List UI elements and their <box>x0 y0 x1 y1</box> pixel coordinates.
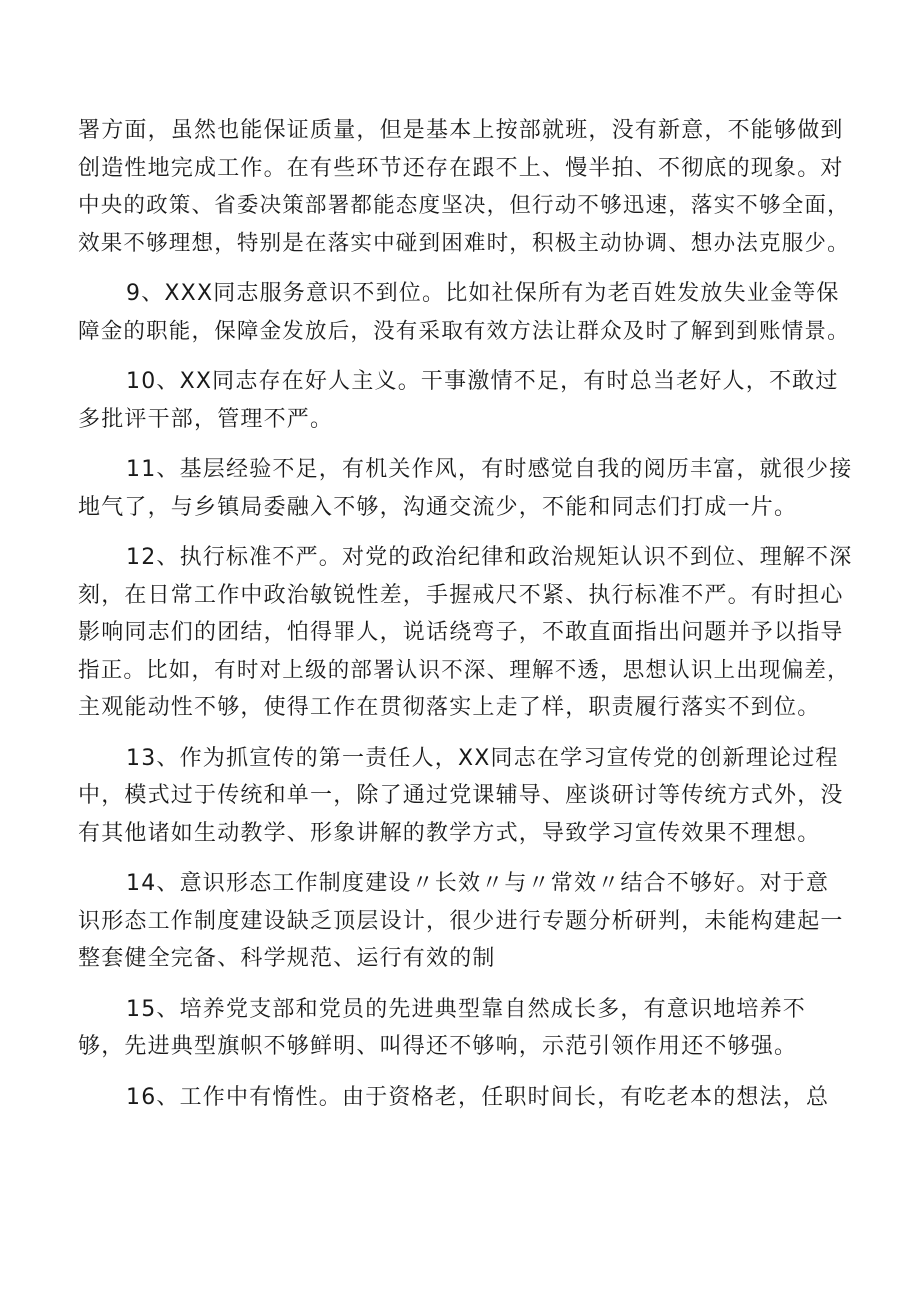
text-line: 12、执行标准不严。对党的政治纪律和政治规矩认识不到位、理解不深 <box>126 545 853 570</box>
text-line: 刻，在日常工作中政治敏锐性差，手握戒尺不紧、执行标准不严。有时担心 <box>78 582 844 608</box>
text-line: 多批评干部，管理不严。 <box>78 406 334 432</box>
text-line: 9、XXX同志服务意识不到位。比如社保所有为老百姓发放失业金等保 <box>126 281 840 306</box>
paragraph-11 <box>78 451 858 526</box>
paragraph-14 <box>78 865 858 978</box>
text-line: 障金的职能，保障金发放后，没有采取有效方法让群众及时了解到到账情景。 <box>78 318 850 344</box>
text-line: 影响同志们的团结，怕得罪人，说话绕弯子，不敢直面指出问题并予以指导 <box>78 620 844 645</box>
text-line: 主观能动性不够，使得工作在贯彻落实上走了样，职责履行落实不到位。 <box>78 695 821 720</box>
text-line: 15、培养党支部和党员的先进典型靠自然成长多，有意识地培养不 <box>126 996 806 1022</box>
text-line: 16、工作中有惰性。由于资格老，任职时间长，有吃老本的想法，总 <box>126 1084 830 1110</box>
text-line: 13、作为抓宣传的第一责任人，XX同志在学习宣传党的创新理论过程 <box>126 745 839 771</box>
text-line: 署方面，虽然也能保证质量，但是基本上按部就班，没有新意，不能够做到 <box>78 118 844 143</box>
paragraph-1 <box>78 112 858 262</box>
text-line: 指正。比如，有时对上级的部署认识不深、理解不透，思想认识上出现偏差， <box>78 657 850 683</box>
text-line: 14、意识形态工作制度建设〃长效〃与〃常效〃结合不够好。对于意 <box>126 871 830 896</box>
text-line: 11、基层经验不足，有机关作风，有时感觉自我的阅历丰富，就很少接 <box>126 457 853 482</box>
text-line: 中，模式过于传统和单一，除了通过党课辅导、座谈研讨等传统方式外，没 <box>78 783 844 808</box>
text-line: 有其他诸如生动教学、形象讲解的教学方式，导致学习宣传效果不理想。 <box>78 820 821 846</box>
paragraph-15 <box>78 991 858 1066</box>
text-line: 中央的政策、省委决策部署都能态度坚决，但行动不够迅速，落实不够全面， <box>78 193 850 218</box>
text-line: 识形态工作制度建设缺乏顶层设计，很少进行专题分析研判，未能构建起一 <box>78 908 844 934</box>
text-line: 10、XX同志存在好人主义。干事激情不足，有时总当老好人，不敢过 <box>126 369 839 394</box>
document-body <box>78 112 858 1129</box>
paragraph-13 <box>78 740 858 853</box>
text-line: 地气了，与乡镇局委融入不够，沟通交流少，不能和同志们打成一片。 <box>78 494 798 520</box>
text-line: 够，先进典型旗帜不够鲜明、叫得还不够响，示范引领作用还不够强。 <box>78 1034 798 1059</box>
paragraph-12 <box>78 539 858 727</box>
text-line: 效果不够理想，特别是在落实中碰到困难时，积极主动协调、想办法克服少。 <box>78 230 850 256</box>
text-line: 整套健全完备、科学规范、运行有效的制 <box>78 946 496 971</box>
paragraph-10 <box>78 363 858 438</box>
paragraph-16 <box>78 1079 858 1117</box>
paragraph-9 <box>78 275 858 350</box>
text-line: 创造性地完成工作。在有些环节还存在跟不上、慢半拍、不彻底的现象。对 <box>78 155 844 181</box>
